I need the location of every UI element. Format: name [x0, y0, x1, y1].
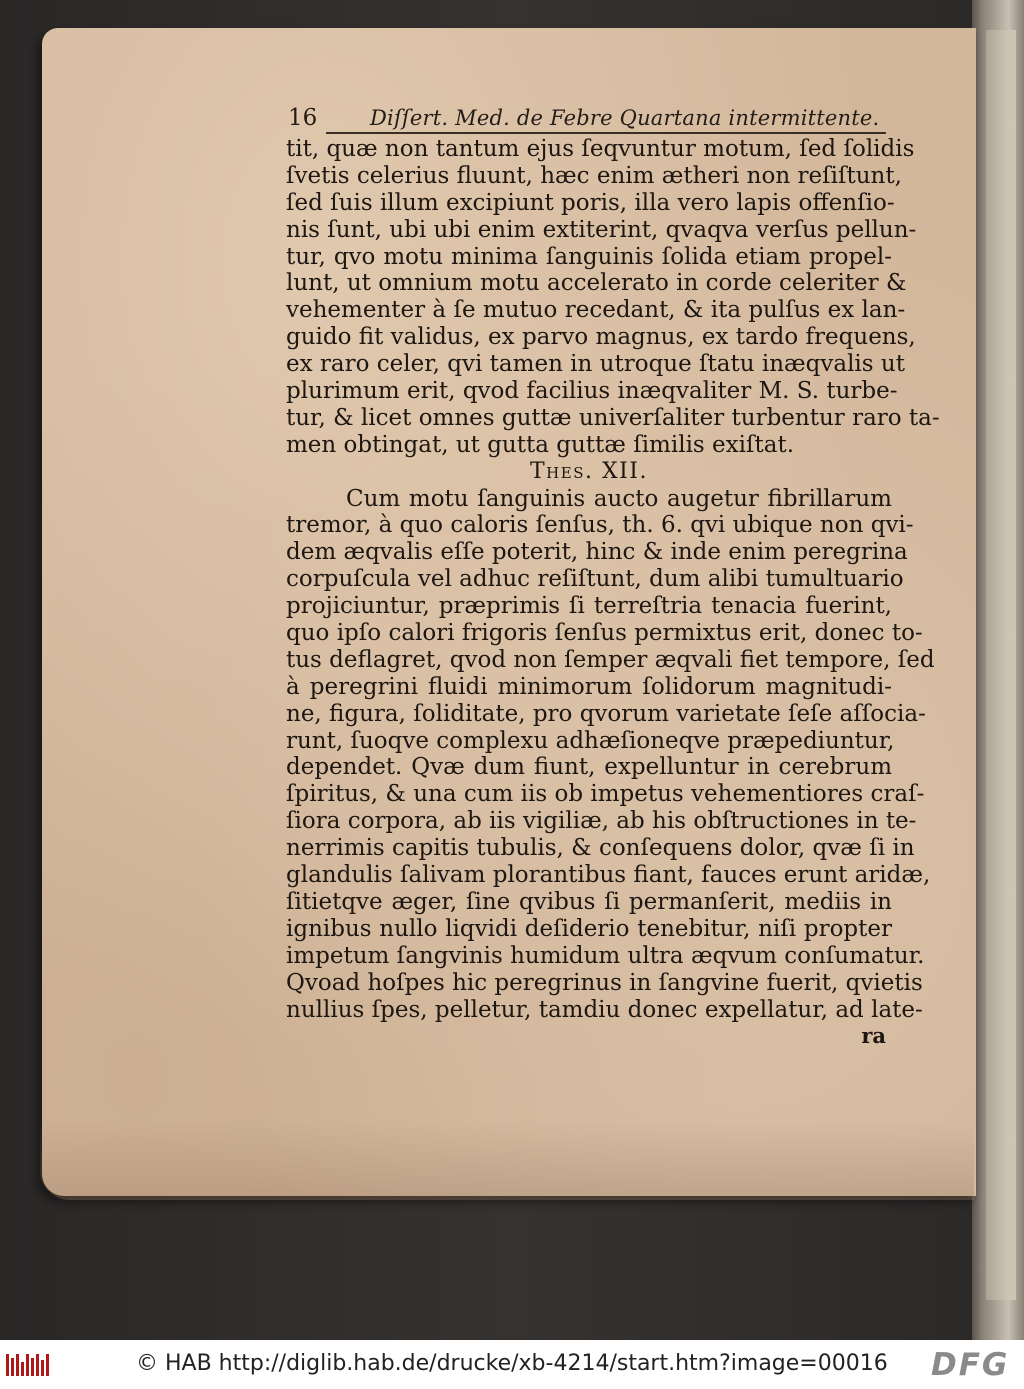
text-line: ſpiritus, & una cum iis ob impetus vehementiores craſ- — [286, 781, 925, 808]
header-rule — [326, 132, 886, 134]
text-line: Qvoad hoſpes hic peregrinus in ſangvine fuerit, qvietis — [286, 969, 923, 996]
copyright-link[interactable]: © HAB http://diglib.hab.de/drucke/xb-4214/start.htm?image=00016 — [136, 1351, 888, 1376]
text-line: ignibus nullo liqvidi deſiderio tenebitur, niſi propter — [286, 915, 892, 942]
text-line: nullius ſpes, pelletur, tamdiu donec expellatur, ad late- — [286, 996, 923, 1023]
text-line: ſiora corpora, ab iis vigiliæ, ab his obſtructiones in te- — [286, 808, 917, 835]
footer-bar — [0, 1340, 1024, 1389]
page-number: 16 — [288, 105, 318, 131]
next-page-edge-inner — [986, 30, 1016, 1300]
text-line: guido fit validus, ex parvo magnus, ex tardo frequens, — [286, 324, 916, 351]
dfg-logo[interactable]: DFG — [931, 1347, 1010, 1383]
text-line: quo ipſo calori frigoris ſenſus permixtus erit, donec to- — [286, 620, 923, 647]
catchword: ra — [861, 1023, 886, 1049]
text-line: dem æqvalis eſſe poterit, hinc & inde enim peregrina — [286, 539, 908, 566]
text-line: ex raro celer, qvi tamen in utroque ſtatu inæqvalis ut — [286, 351, 905, 378]
text-line: tremor, à quo caloris ſenſus, th. 6. qvi ubique non qvi- — [286, 512, 914, 539]
text-line: nerrimis capitis tubulis, & conſequens dolor, qvæ ſi in — [286, 835, 915, 862]
logo-bar — [6, 1354, 9, 1376]
text-line: plurimum erit, qvod facilius inæqvaliter M. S. turbe- — [286, 378, 898, 405]
logo-bar — [31, 1358, 34, 1376]
text-line: ſvetis celerius fluunt, hæc enim ætheri non reſiſtunt, — [286, 162, 902, 189]
logo-bar — [26, 1354, 29, 1376]
text-line: corpuſcula vel adhuc reſiſtunt, dum alibi tumultuario — [286, 566, 904, 593]
text-line: nis ſunt, ubi ubi enim extiterint, qvaqva verſus pellun- — [286, 216, 917, 243]
body-text — [286, 136, 940, 1050]
text-line: men obtingat, ut gutta guttæ ſimilis exiſtat. — [286, 431, 795, 458]
text-line: Cum motu ſanguinis aucto augetur fibrillarum — [346, 485, 892, 512]
page-header — [288, 104, 888, 134]
text-line: impetum ſangvinis humidum ultra æqvum conſumatur. — [286, 942, 925, 969]
logo-bar — [46, 1354, 49, 1376]
logo-bar — [41, 1360, 44, 1376]
text-line: lunt, ut omnium motu accelerato in corde celeriter & — [286, 270, 907, 297]
hab-barcode-logo-icon[interactable] — [6, 1350, 50, 1380]
next-page-edge — [972, 0, 1024, 1340]
text-line: runt, ſuoqve complexu adhæſioneqve præpediuntur, — [286, 727, 895, 754]
text-line: vehementer à ſe mutuo recedant, & ita pulſus ex lan- — [286, 297, 906, 324]
running-title: Diſſert. Med. de Febre Quartana intermittente. — [370, 106, 880, 130]
text-line: tur, & licet omnes guttæ univerſaliter turbentur raro ta- — [286, 404, 940, 431]
text-line: glandulis ſalivam plorantibus fiant, fauces erunt aridæ, — [286, 862, 931, 889]
text-line: ne, figura, ſoliditate, pro qvorum varietate ſeſe aſſocia- — [286, 700, 926, 727]
text-line: ſed ſuis illum excipiunt poris, illa vero lapis offenſio- — [286, 189, 895, 216]
logo-bar — [21, 1362, 24, 1376]
logo-bar — [11, 1358, 14, 1376]
text-line: à peregrini fluidi minimorum ſolidorum magnitudi- — [286, 673, 892, 700]
logo-bar — [36, 1354, 39, 1376]
text-line: ſitietqve æger, ſine qvibus ſi permanſerit, mediis in — [286, 888, 892, 915]
section-heading: Thes. XII. — [529, 458, 648, 484]
text-line: tus deflagret, qvod non ſemper æqvali fiet tempore, ſed — [286, 646, 935, 673]
text-line: projiciuntur, præprimis ſi terreſtria tenacia fuerint, — [286, 593, 892, 620]
logo-bar — [16, 1354, 19, 1376]
text-line: dependet. Qvæ dum fiunt, expelluntur in cerebrum — [286, 754, 892, 781]
text-line: tur, qvo motu minima ſanguinis ſolida etiam propel- — [286, 243, 892, 270]
text-line: tit, quæ non tantum ejus ſeqvuntur motum, ſed ſolidis — [286, 136, 915, 162]
